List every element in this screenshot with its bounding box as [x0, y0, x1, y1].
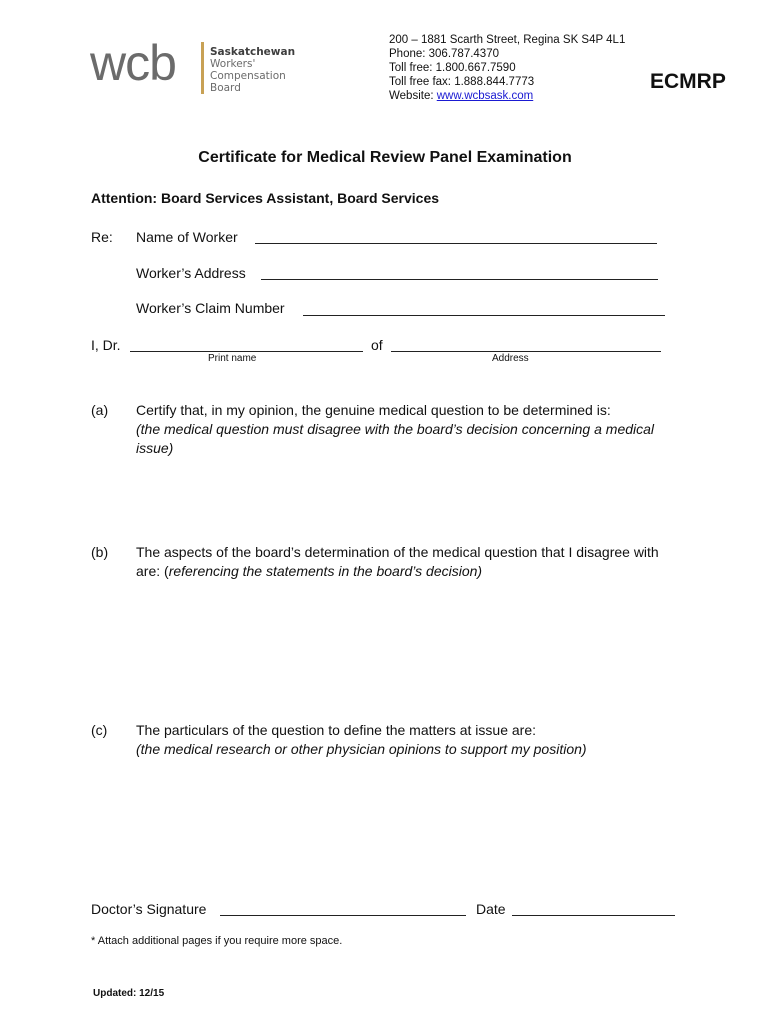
logo-org-line: Compensation: [210, 70, 286, 82]
page-title: Certificate for Medical Review Panel Examination: [198, 149, 572, 166]
doctor-name-field[interactable]: [130, 351, 363, 352]
signature-field[interactable]: [220, 915, 466, 916]
worker-address-field[interactable]: [261, 279, 658, 280]
logo-org-line: Workers': [210, 58, 256, 70]
section-b-text: [136, 543, 676, 581]
section-b-question: The aspects of the board’s determination of the medical question that I disagree with are: (: [136, 544, 659, 579]
logo-divider: [201, 42, 204, 94]
footnote: * Attach additional pages if you require more space.: [91, 935, 343, 947]
date-label: Date: [476, 901, 506, 917]
claim-number-label: Worker’s Claim Number: [136, 300, 285, 316]
section-a-answer-area[interactable]: [136, 460, 666, 540]
section-b-answer-area[interactable]: [136, 590, 666, 710]
website-link[interactable]: www.wcbsask.com: [436, 90, 534, 102]
signature-label: Doctor’s Signature: [91, 901, 207, 917]
section-b-marker: (b): [91, 544, 109, 560]
logo-org-line: Board: [210, 82, 241, 94]
section-c-question: The particulars of the question to define the matters at issue are:: [136, 722, 536, 738]
website-label: Website:: [389, 90, 437, 102]
logo-org-name: [210, 46, 295, 94]
claim-number-field[interactable]: [303, 315, 665, 316]
section-a-note: (the medical question must disagree with the board’s decision concerning a medical issue): [136, 421, 655, 456]
contact-address: 200 – 1881 Scarth Street, Regina SK S4P 4L1: [389, 34, 626, 46]
contact-phone: Phone: 306.787.4370: [389, 48, 499, 60]
wcb-logo-text: wcb: [90, 35, 176, 91]
section-a-question: Certify that, in my opinion, the genuine medical question to be determined is:: [136, 402, 611, 418]
section-c-text: [136, 721, 666, 759]
section-a-text: [136, 401, 666, 458]
re-label: Re:: [91, 229, 113, 245]
doctor-label: I, Dr.: [91, 337, 121, 353]
section-c-marker: (c): [91, 722, 108, 738]
address-caption: Address: [492, 353, 529, 364]
section-c-note: (the medical research or other physician opinions to support my position): [136, 741, 587, 757]
worker-name-field[interactable]: [255, 243, 657, 244]
section-c-answer-area[interactable]: [136, 765, 666, 885]
section-b-note: referencing the statements in the board’s decision): [168, 563, 483, 579]
form-code: ECMRP: [650, 70, 726, 93]
contact-toll-free: Toll free: 1.800.667.7590: [389, 62, 516, 74]
updated-date: Updated: 12/15: [93, 988, 165, 999]
contact-website: [389, 89, 625, 103]
worker-name-label: Name of Worker: [136, 229, 238, 245]
of-label: of: [371, 337, 383, 353]
section-a-marker: (a): [91, 402, 109, 418]
contact-fax: Toll free fax: 1.888.844.7773: [389, 76, 535, 88]
doctor-address-field[interactable]: [391, 351, 661, 352]
print-name-caption: Print name: [208, 353, 257, 364]
date-field[interactable]: [512, 915, 675, 916]
attention-line: Attention: Board Services Assistant, Board Services: [91, 190, 440, 206]
worker-address-label: Worker’s Address: [136, 265, 246, 281]
logo-org-line: Saskatchewan: [210, 46, 296, 58]
contact-block: [389, 33, 625, 103]
